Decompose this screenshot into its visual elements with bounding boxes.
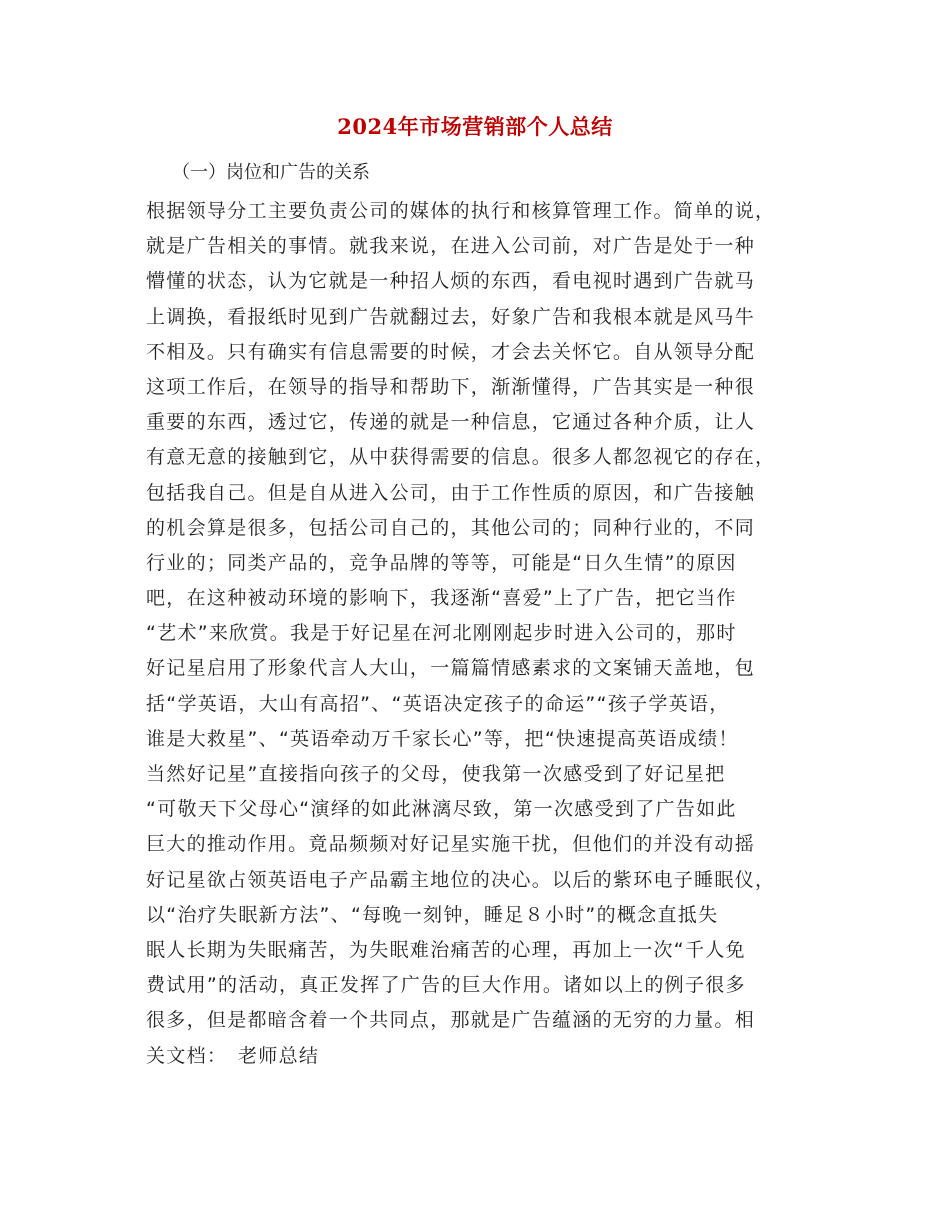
paragraph-line: 好记星欲占领英语电子产品霸主地位的决心。以后的紫环电子睡眠仪， — [146, 868, 776, 891]
paragraph-line: 关文档： 老师总结 — [146, 1044, 320, 1067]
paragraph-line: 费试用”的活动，真正发挥了广告的巨大作用。诸如以上的例子很多 — [146, 974, 746, 997]
paragraph-line: 的机会算是很多，包括公司自己的，其他公司的；同种行业的，不同 — [146, 516, 756, 539]
document-title: 2024年市场营销部个人总结 — [337, 114, 613, 139]
paragraph-line: 以“治疗失眠新方法”、“每晚一刻钟，睡足８小时”的概念直抵失 — [146, 903, 719, 926]
paragraph-line: 就是广告相关的事情。就我来说，在进入公司前，对广告是处于一种 — [146, 235, 756, 258]
paragraph-line: 眠人长期为失眠痛苦，为失眠难治痛苦的心理，再加上一次“千人免 — [146, 938, 746, 961]
paragraph-line: 行业的；同类产品的，竞争品牌的等等，可能是“日久生情”的原因 — [146, 551, 737, 574]
paragraph-line: “艺术”来欣赏。我是于好记星在河北刚刚起步时进入公司的，那时 — [146, 622, 737, 645]
paragraph-line: 根据领导分工主要负责公司的媒体的执行和核算管理工作。简单的说， — [146, 200, 776, 222]
paragraph-line: 包括我自己。但是自从进入公司，由于工作性质的原因，和广告接触 — [146, 481, 756, 504]
paragraph-line: 括“学英语，大山有高招”、“英语决定孩子的命运”“孩子学英语， — [146, 692, 730, 715]
paragraph-line: 不相及。只有确实有信息需要的时候，才会去关怀它。自从领导分配 — [146, 340, 756, 363]
paragraph-line: 谁是大救星”、“英语牵动万千家长心”等，把“快速提高英语成绩！ — [146, 727, 739, 750]
paragraph-line: “可敬天下父母心“演绎的如此淋漓尽致，第一次感受到了广告如此 — [146, 798, 737, 821]
paragraph-line: 当然好记星”直接指向孩子的父母，使我第一次感受到了好记星把 — [146, 763, 726, 785]
paragraph-line: 好记星启用了形象代言人大山，一篇篇情感素求的文案铺天盖地，包 — [146, 657, 756, 680]
paragraph-line: 这项工作后，在领导的指导和帮助下，渐渐懂得，广告其实是一种很 — [146, 375, 756, 398]
paragraph-line: 上调换，看报纸时见到广告就翻过去，好象广告和我根本就是风马牛 — [146, 305, 756, 328]
body-paragraph — [146, 194, 806, 1074]
section-heading: （一）岗位和广告的关系 — [172, 162, 370, 183]
paragraph-line: 很多，但是都暗含着一个共同点，那就是广告蕴涵的无穷的力量。相 — [146, 1009, 756, 1032]
paragraph-line: 懵懂的状态，认为它就是一种招人烦的东西，看电视时遇到广告就马 — [146, 270, 756, 293]
paragraph-line: 重要的东西，透过它，传递的就是一种信息，它通过各种介质，让人 — [146, 411, 756, 434]
paragraph-line: 吧，在这种被动环境的影响下，我逐渐“喜爱”上了广告，把它当作 — [146, 587, 737, 610]
paragraph-line: 有意无意的接触到它，从中获得需要的信息。很多人都忽视它的存在， — [146, 446, 776, 469]
paragraph-line: 巨大的推动作用。竟品频频对好记星实施干扰，但他们的并没有动摇 — [146, 833, 756, 856]
